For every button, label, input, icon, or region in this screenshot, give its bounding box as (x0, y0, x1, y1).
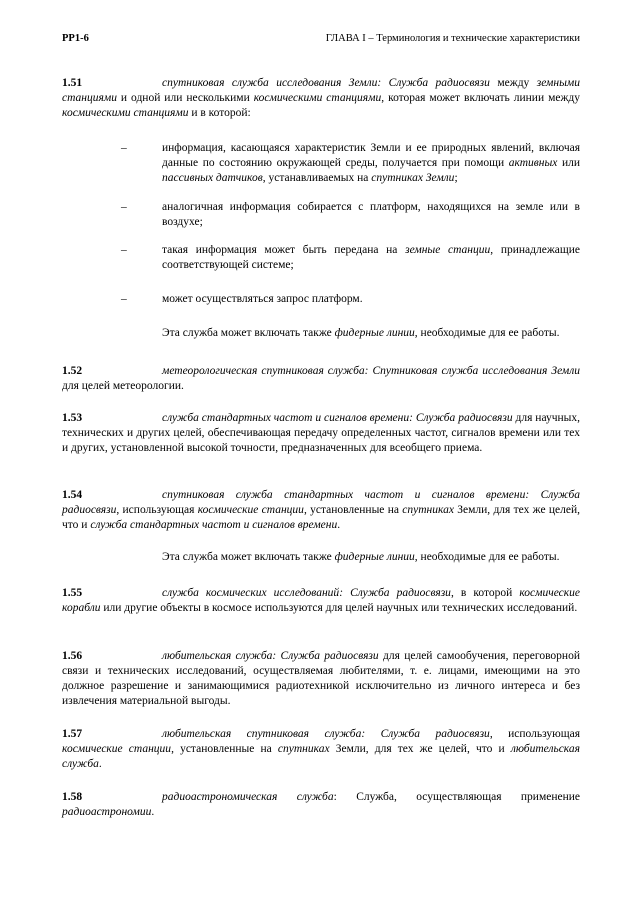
list-item (62, 141, 580, 186)
ref-term: служба стандартных частот и сигналов времени (90, 519, 338, 531)
list-item-text: может осуществляться запрос платформ. (162, 293, 363, 305)
text-run: , принадлежащие соответствующей системе; (162, 244, 580, 271)
ref-term: Служба радиосвязи (350, 587, 451, 599)
list-item (62, 200, 580, 230)
text-run: или (557, 157, 580, 169)
definition-text (62, 488, 580, 533)
text-run: , необходимые для ее работы. (414, 551, 560, 563)
text-run: . (337, 519, 341, 531)
term: радиоастрономическая служба (162, 791, 334, 803)
ref-term: Спутниковая служба исследования Земли (372, 365, 580, 377)
section-number: 1.57 (62, 728, 83, 740)
definition-1-53 (62, 411, 580, 456)
text-run: , в которой (450, 587, 520, 599)
definition-1-58 (62, 790, 580, 820)
definition-1-56 (62, 649, 580, 709)
colon: : (409, 412, 416, 424)
colon: : (364, 365, 373, 377)
note-paragraph (162, 550, 580, 565)
definition-1-54 (62, 488, 580, 533)
ref-term: спутниках (277, 743, 330, 755)
text-run: для целей самообучения, переговорной связи и технических исследований, осуществляемая любителями, т. е. лицами, имеющими на это должное разрешение и занимающимися радиотехникой исключительно из личного интереса и без извлечения материальной выгоды. (62, 650, 580, 707)
text-run: для целей метеорологии. (62, 380, 184, 392)
definition-text (62, 364, 580, 394)
text-run: Земли, для тех же целей, что и (329, 743, 511, 755)
definition-1-52 (62, 364, 580, 394)
term: любительская спутниковая служба (162, 728, 362, 740)
definition-1-51 (62, 76, 580, 121)
ref-term: спутниках Земли (371, 172, 455, 184)
text-run: или другие объекты в космосе используются для целей научных или технических исследований. (100, 602, 578, 614)
list-item (62, 292, 580, 307)
section-number: 1.58 (62, 791, 83, 803)
document-code: PP1-6 (62, 33, 89, 44)
colon: : (377, 77, 389, 89)
ref-term: земными станциями (62, 77, 580, 104)
term: служба стандартных частот и сигналов времени (162, 412, 410, 424)
text-run: : Служба, осуществляющая применение (333, 791, 581, 803)
ref-term: фидерные линии (334, 327, 415, 339)
text-run: , которая может включать линии между (381, 92, 580, 104)
section-number: 1.52 (62, 365, 83, 377)
ref-term: активных (508, 157, 558, 169)
colon: : (525, 489, 541, 501)
text-run: Земли, для тех же целей, что и (62, 504, 580, 531)
ref-term: любительская служба (62, 743, 580, 770)
list-item-text (162, 243, 580, 273)
text-run: и одной или несколькими (116, 92, 254, 104)
term: любительская служба (162, 650, 273, 662)
text-run: между (489, 77, 537, 89)
text-run: Эта служба может включать также (162, 327, 335, 339)
section-number: 1.54 (62, 489, 83, 501)
section-number: 1.55 (62, 587, 83, 599)
text-run: , необходимые для ее работы. (414, 327, 560, 339)
colon: : (272, 650, 281, 662)
dash-marker: – (121, 201, 127, 213)
definition-text (62, 649, 580, 709)
term: метеорологическая спутниковая служба (162, 365, 365, 377)
text-run: информация, касающаяся характеристик Земли и ее природных явлений, включая данные по состоянию окружающей среды, получается при помощи (162, 142, 580, 169)
text-run: , установленные на (303, 504, 403, 516)
ref-term: земные станции (405, 244, 491, 256)
ref-term: космическими станциями (253, 92, 382, 104)
definition-1-55 (62, 586, 580, 616)
dash-marker: – (121, 293, 127, 305)
term: спутниковая служба исследования Земли (162, 77, 378, 89)
section-number: 1.53 (62, 412, 83, 424)
text-run: . (151, 806, 155, 818)
term: спутниковая служба стандартных частот и сигналов времени (162, 489, 526, 501)
text-run: , устанавливаемых на (262, 172, 372, 184)
text-run: , использующая (116, 504, 198, 516)
definition-text (62, 727, 580, 772)
section-number: 1.51 (62, 77, 83, 89)
text-run: Эта служба может включать также (162, 551, 335, 563)
list-item (62, 243, 580, 273)
ref-term: космические станции (197, 504, 304, 516)
colon: : (339, 587, 351, 599)
ref-term: спутниках (402, 504, 454, 516)
definition-text (62, 790, 580, 820)
ref-term: пассивных датчиков (162, 172, 263, 184)
ref-term: Служба радиосвязи (415, 412, 513, 424)
text-run: такая информация может быть передана на (162, 244, 406, 256)
ref-term: Служба радиосвязи (280, 650, 379, 662)
ref-term: космические станции (62, 743, 172, 755)
list-item-text (162, 141, 580, 186)
dash-marker: – (121, 142, 127, 154)
ref-term: Служба радиосвязи (388, 77, 490, 89)
colon: : (361, 728, 381, 740)
term: служба космических исследований (162, 587, 340, 599)
dash-marker: – (121, 244, 127, 256)
definition-text (62, 586, 580, 616)
page-header (62, 31, 580, 47)
definition-1-57 (62, 727, 580, 772)
text-run: , использующая (489, 728, 581, 740)
definition-text (62, 76, 580, 121)
ref-term: Служба радиосвязи (62, 489, 580, 516)
definition-text (62, 411, 580, 456)
chapter-title: ГЛАВА I – Терминология и технические характеристики (325, 33, 580, 44)
ref-term: Служба радиосвязи (380, 728, 490, 740)
ref-term: фидерные линии (334, 551, 415, 563)
text-run: для научных, технических и других целей, обеспечивающая передачу определенных частот, сигналов времени или тех и других, установленной высокой точности, предназначенных для всеобщего приема. (62, 412, 581, 454)
section-number: 1.56 (62, 650, 83, 662)
ref-term: радиоастрономии (62, 806, 152, 818)
text-run: ; (454, 172, 458, 184)
note-paragraph (162, 326, 580, 341)
text-run: и в которой: (188, 107, 251, 119)
ref-term: космические корабли (62, 587, 580, 614)
text-run: , установленные на (171, 743, 278, 755)
ref-term: космическими станциями (62, 107, 189, 119)
list-item-text: аналогичная информация собирается с платформ, находящихся на земле или в воздухе; (162, 201, 580, 228)
text-run: . (98, 758, 102, 770)
